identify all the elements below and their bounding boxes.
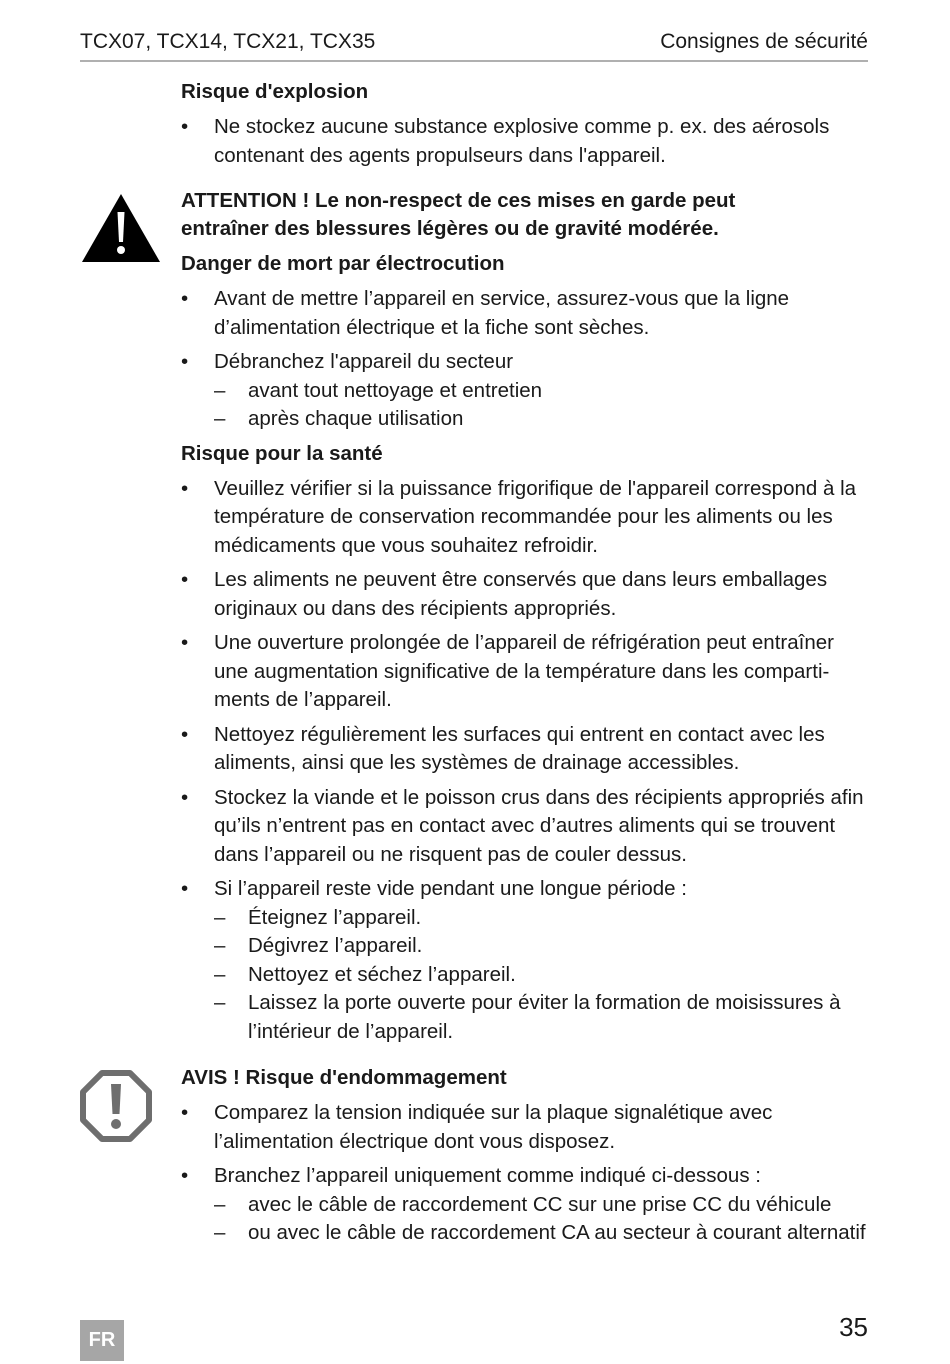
sublist-item: – Laissez la porte ouverte pour éviter la formation de moisissures à l’intérieur de l’appareil. <box>214 991 841 1043</box>
avis-heading: AVIS ! Risque d'endommagement <box>181 1066 507 1089</box>
sublist-item: – avec le câble de raccordement CC sur une prise CC du véhicule <box>214 1191 871 1220</box>
dash-glyph: – <box>214 1192 226 1216</box>
list-item: • Comparez la tension indiquée sur la plaque signalétique avec l’alimentation électrique dont vous disposez. <box>181 1101 773 1153</box>
list-item: • Branchez l’appareil uniquement comme indiqué ci-dessous : – avec le câble de raccordement CC sur une prise CC du véhicule – ou avec le câble de raccordement CA au secteur à courant alternatif <box>181 1162 871 1248</box>
attention-heading: ATTENTION ! Le non-respect de ces mises en garde peut entraîner des blessures légères ou de gravité modérée. <box>181 189 736 240</box>
bullet-glyph: • <box>181 350 189 373</box>
bullet-glyph: • <box>181 631 189 654</box>
dash-glyph: – <box>214 962 226 986</box>
electrocution-sublist <box>214 377 871 434</box>
bullet-glyph: • <box>181 287 189 310</box>
sublist-item: – Éteignez l’appareil. <box>214 904 871 933</box>
avis-sublist <box>214 1191 871 1248</box>
explosion-list <box>181 113 871 170</box>
list-item: • Avant de mettre l’appareil en service, assurez-vous que la ligne d’alimentation électrique et la fiche sont sèches. <box>181 287 790 339</box>
bullet-glyph: • <box>181 1101 189 1124</box>
bullet-glyph: • <box>181 568 189 591</box>
dash-glyph: – <box>214 905 226 929</box>
list-item: • Stockez la viande et le poisson crus dans des récipients appropriés afin qu’ils n’entrent pas en contact avec d’autres aliments qui se trouvent dans l’appareil ou ne risquent pas de couler dessus. <box>181 785 864 866</box>
health-sublist <box>214 904 871 1047</box>
explosion-heading: Risque d'explosion <box>181 80 369 103</box>
exclamation-octagon-icon <box>80 1070 152 1147</box>
health-list <box>181 475 871 1047</box>
avis-list <box>181 1099 871 1248</box>
dash-glyph: – <box>214 991 226 1014</box>
list-item: • Nettoyez régulièrement les surfaces qui entrent en contact avec les aliments, ainsi que les systèmes de drainage accessibles. <box>181 722 825 774</box>
header-section: Consignes de sécurité <box>660 30 868 53</box>
sublist-item: – Dégivrez l’appareil. <box>214 932 871 961</box>
list-item: • Si l’appareil reste vide pendant une longue période : – Éteignez l’appareil. – Dégivrez l’appareil. – Nettoyez et séchez l’appareil. – Laissez la porte ouverte pour éviter la formation de moisissures à l’intérieur de l’appareil. <box>181 875 871 1046</box>
dash-glyph: – <box>214 934 226 957</box>
bullet-glyph: • <box>181 877 189 900</box>
page-number: 35 <box>839 1312 868 1342</box>
sublist-item: – avant tout nettoyage et entretien <box>214 377 871 406</box>
list-item: • Une ouverture prolongée de l’appareil de réfrigération peut entraîner une augmentation significative de la température dans les comparti- ments de l’appareil. <box>181 631 834 711</box>
electrocution-heading: Danger de mort par électrocution <box>181 252 505 275</box>
sublist-item: – ou avec le câble de raccordement CA au secteur à courant alternatif <box>214 1219 871 1248</box>
bullet-glyph: • <box>181 1164 189 1187</box>
dash-glyph: – <box>214 378 226 402</box>
language-badge: FR <box>80 1320 124 1361</box>
warning-triangle-icon <box>80 192 162 269</box>
bullet-glyph: • <box>181 785 189 809</box>
bullet-glyph: • <box>181 722 189 746</box>
list-item: • Les aliments ne peuvent être conservés que dans leurs emballages originaux ou dans des récipients appropriés. <box>181 568 828 620</box>
dash-glyph: – <box>214 1221 226 1244</box>
sublist-item: – Nettoyez et séchez l’appareil. <box>214 961 871 990</box>
dash-glyph: – <box>214 407 226 430</box>
sublist-item: – après chaque utilisation <box>214 405 871 434</box>
list-item: • Ne stockez aucune substance explosive comme p. ex. des aérosols contenant des agents propulseurs dans l'appareil. <box>181 115 830 167</box>
bullet-glyph: • <box>181 115 189 138</box>
electrocution-list <box>181 285 871 434</box>
bullet-glyph: • <box>181 476 189 500</box>
list-item: • Débranchez l'appareil du secteur – avant tout nettoyage et entretien – après chaque utilisation <box>181 348 871 434</box>
page-header <box>80 30 868 62</box>
list-item: • Veuillez vérifier si la puissance frigorifique de l'appareil correspond à la température de conservation recommandée pour les aliments ou les médicaments que vous souhaitez refroidir. <box>181 476 857 557</box>
header-models: TCX07, TCX14, TCX21, TCX35 <box>80 30 376 53</box>
health-heading: Risque pour la santé <box>181 441 383 465</box>
page-content <box>181 78 871 1248</box>
